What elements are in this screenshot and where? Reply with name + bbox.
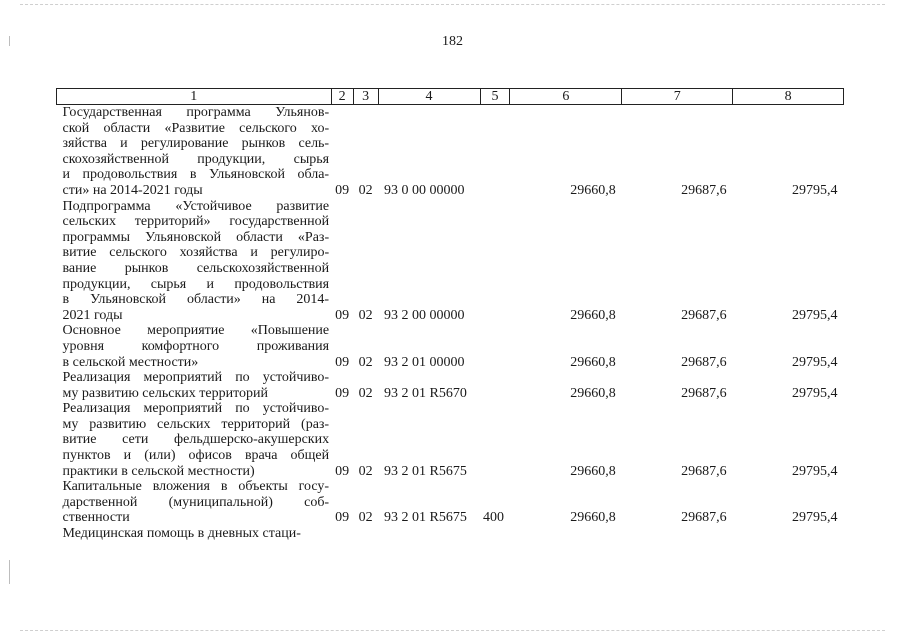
header-cell: 2 (331, 89, 353, 105)
cell-csr: 93 2 01 R5670 (384, 385, 467, 401)
table-row (57, 526, 844, 542)
cell-rz: 09 (335, 354, 350, 370)
row-name-line: Реализация мероприятий по устойчиво- (62, 370, 330, 386)
row-name (57, 479, 332, 526)
cell-v2020: 29687,6 (681, 385, 727, 401)
table-row (57, 199, 844, 324)
header-cell: 4 (378, 89, 480, 105)
cell-vr (480, 401, 510, 479)
row-name-line: Капитальные вложения в объекты госу- (62, 479, 330, 495)
cell-pr: 02 (358, 182, 373, 198)
cell-pr: 02 (358, 354, 373, 370)
cell-rz: 09 (335, 307, 350, 323)
cell-rz: 09 (335, 463, 350, 479)
cell-vr (480, 370, 510, 401)
cell-v2021: 29795,4 (792, 182, 838, 198)
cell-vr: 400 (483, 510, 504, 526)
header-cell: 3 (353, 89, 378, 105)
cell-v2019: 29660,8 (570, 510, 616, 526)
row-name (57, 105, 332, 199)
cell-v2020: 29687,6 (681, 354, 727, 370)
cell-pr: 02 (358, 307, 373, 323)
header-cell: 1 (57, 89, 332, 105)
cell-v2019: 29660,8 (570, 463, 616, 479)
cell-csr: 93 0 00 00000 (384, 182, 465, 198)
cell-v2020 (622, 526, 733, 542)
header-cell: 5 (480, 89, 510, 105)
row-name-line: 2021 годы (62, 307, 123, 323)
row-name-line: му развитию сельских территорий (раз- (62, 416, 330, 432)
row-name-line: ской области «Развитие сельского хо- (62, 120, 330, 136)
table-row (57, 370, 844, 401)
cell-csr (378, 526, 480, 542)
cell-v2021: 29795,4 (792, 307, 838, 323)
scan-artifact-bottom (20, 630, 885, 631)
budget-table (56, 88, 844, 542)
row-name-line: витие сельского хозяйства и регулиро- (62, 245, 330, 261)
table-row (57, 479, 844, 526)
row-name-line: витие сети фельдшерско-акушерских (62, 432, 330, 448)
row-name-line: и продовольствия в Ульяновской обла- (62, 167, 330, 183)
row-name-line: дарственной (муниципальной) соб- (62, 494, 330, 510)
row-name-line: пунктов и (или) офисов врача общей (62, 448, 330, 464)
cell-vr (480, 199, 510, 324)
cell-vr (480, 105, 510, 199)
row-name-line: му развитию сельских территорий (62, 385, 268, 401)
table-row (57, 323, 844, 370)
row-name-line: программы Ульяновской области «Раз- (62, 229, 330, 245)
cell-v2019: 29660,8 (570, 354, 616, 370)
table-row (57, 401, 844, 479)
row-name-line: Медицинская помощь в дневных стаци- (62, 526, 301, 542)
cell-v2020: 29687,6 (681, 463, 727, 479)
row-name-line: Государственная программа Ульянов- (62, 105, 330, 120)
cell-v2020: 29687,6 (681, 510, 727, 526)
cell-rz: 09 (335, 182, 350, 198)
row-name (57, 323, 332, 370)
row-name-line: сельских территорий» государственной (62, 214, 330, 230)
cell-vr (480, 323, 510, 370)
cell-csr: 93 2 01 R5675 (384, 463, 467, 479)
header-cell: 8 (733, 89, 844, 105)
cell-rz: 09 (335, 385, 350, 401)
row-name-line: в Ульяновской области» на 2014- (62, 292, 330, 308)
cell-v2020: 29687,6 (681, 182, 727, 198)
row-name-line: Подпрограмма «Устойчивое развитие (62, 198, 330, 214)
cell-rz (331, 526, 353, 542)
cell-v2019 (510, 526, 622, 542)
row-name-line: ственности (62, 510, 130, 526)
row-name-line: скохозяйственной продукции, сырья (62, 151, 330, 167)
row-name (57, 526, 332, 542)
cell-v2021: 29795,4 (792, 510, 838, 526)
cell-v2021: 29795,4 (792, 385, 838, 401)
table-body (57, 105, 844, 542)
table-row (57, 105, 844, 199)
row-name-line: практики в сельской местности) (62, 463, 255, 479)
cell-csr: 93 2 01 R5675 (384, 510, 467, 526)
page-number: 182 (442, 34, 463, 49)
table-header-row (57, 89, 844, 105)
row-name-line: Реализация мероприятий по устойчиво- (62, 401, 330, 417)
cell-pr: 02 (358, 385, 373, 401)
row-name-line: уровня комфортного проживания (62, 338, 330, 354)
cell-pr (353, 526, 378, 542)
cell-pr: 02 (358, 463, 373, 479)
scan-edge-mark (9, 560, 10, 584)
row-name-line: зяйства и регулирование рынков сель- (62, 136, 330, 152)
cell-v2021: 29795,4 (792, 354, 838, 370)
cell-v2019: 29660,8 (570, 307, 616, 323)
cell-rz: 09 (335, 510, 350, 526)
cell-vr (480, 526, 510, 542)
header-cell: 6 (510, 89, 622, 105)
cell-v2019: 29660,8 (570, 182, 616, 198)
cell-v2019: 29660,8 (570, 385, 616, 401)
row-name-line: продукции, сырья и продовольствия (62, 276, 330, 292)
scan-artifact-top (20, 4, 885, 5)
cell-csr: 93 2 01 00000 (384, 354, 465, 370)
row-name (57, 370, 332, 401)
header-cell: 7 (622, 89, 733, 105)
cell-v2020: 29687,6 (681, 307, 727, 323)
row-name-line: сти» на 2014-2021 годы (62, 182, 203, 198)
row-name (57, 401, 332, 479)
row-name-line: в сельской местности» (62, 354, 199, 370)
cell-pr: 02 (358, 510, 373, 526)
row-name (57, 199, 332, 324)
cell-v2021: 29795,4 (792, 463, 838, 479)
cell-csr: 93 2 00 00000 (384, 307, 465, 323)
row-name-line: вание рынков сельскохозяйственной (62, 260, 330, 276)
row-name-line: Основное мероприятие «Повышение (62, 323, 330, 339)
cell-v2021 (733, 526, 844, 542)
